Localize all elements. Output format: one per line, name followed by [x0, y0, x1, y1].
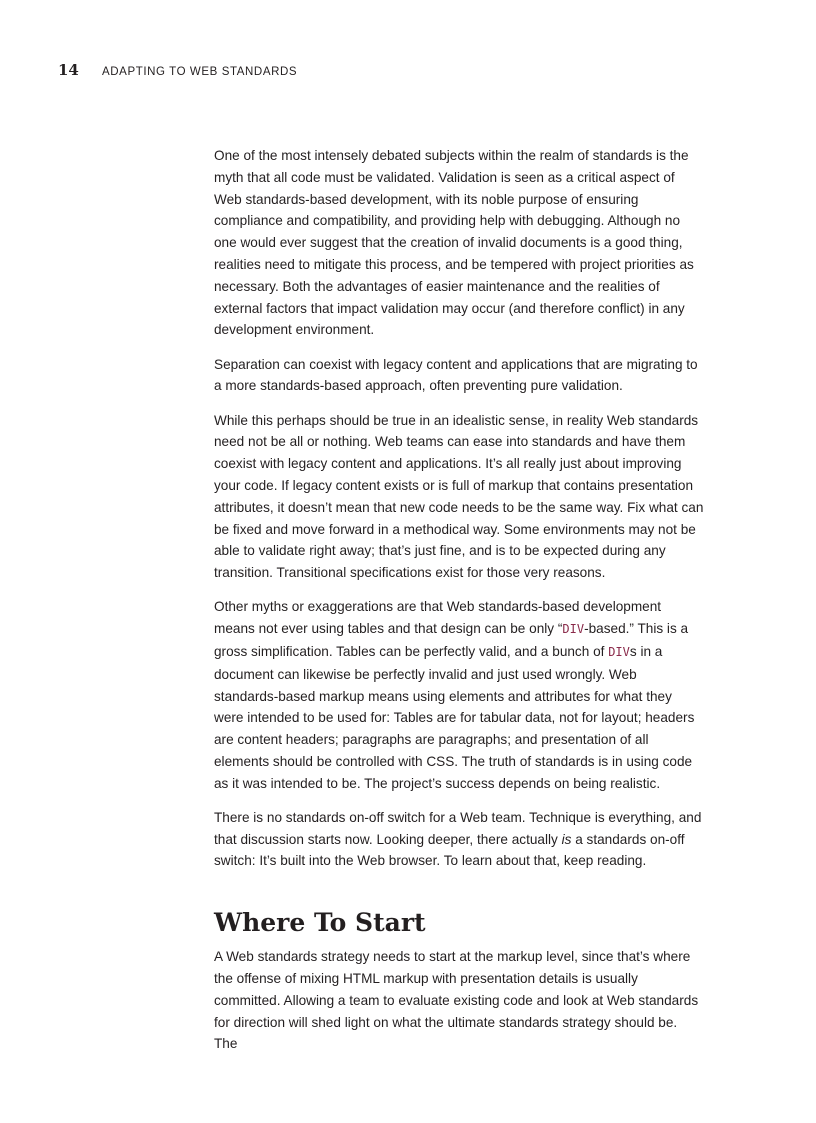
text-segment: Other myths or exaggerations are that Web standards-based development means not ever using tables and that design can be only “ — [214, 599, 662, 637]
page-number: 14 — [58, 61, 79, 79]
paragraph-on-off-switch — [214, 807, 704, 872]
running-head — [58, 61, 297, 81]
text-segment: -based.” This is a gross simplification. Tables can be perfectly valid, and a bunch of — [214, 621, 689, 659]
chapter-title: ADAPTING TO WEB STANDARDS — [102, 66, 298, 78]
body-text — [214, 145, 704, 1068]
code-div: DIV — [562, 622, 585, 637]
text-segment: a standards on-off switch: It’s built into the Web browser. To learn about that, keep reading. — [214, 831, 685, 869]
section-heading: Where To Start — [214, 908, 426, 938]
text-segment: There is no standards on-off switch for a Web team. Technique is everything, and that discussion starts now. Looking deeper, there actually — [214, 809, 702, 847]
text-segment: s in a document can likewise be perfectly invalid and just used wrongly. Web standards-based markup means using elements and attributes for what they were intended to be used for: Tables are for tabular data, not for layout; headers are content headers; paragraphs are paragraphs; and presentation of all elements should be controlled with CSS. The truth of standards is in using code as it was intended to be. The project’s success depends on being realistic. — [214, 643, 695, 791]
paragraph-separation: Separation can coexist with legacy content and applications that are migrating to a more standards-based approach, often preventing pure validation. — [214, 356, 698, 394]
paragraph-validation-myth: One of the most intensely debated subjects within the realm of standards is the myth that all code must be validated. Validation is seen as a critical aspect of Web standards-based development, with its noble purpose of ensuring compliance and compatibility, and providing help with debugging. Although no one would ever suggest that the creation of invalid documents is a good thing, realities need to mitigate this process, and be tempered with project priorities as necessary. Both the advantages of easier maintenance and the realities of external factors that impact validation may occur (and therefore conflict) in any development environment. — [214, 148, 694, 338]
paragraph-where-to-start: A Web standards strategy needs to start at the markup level, since that’s where the offense of mixing HTML markup with presentation details is usually committed. Allowing a team to evaluate existing code and look at Web standards for direction will shed light on what the ultimate standards strategy should be. The — [214, 949, 699, 1052]
emphasis: is — [561, 831, 572, 847]
paragraph-tables-myth — [214, 596, 704, 794]
paragraph-idealistic-sense: While this perhaps should be true in an idealistic sense, in reality Web standards need not be all or nothing. Web teams can ease into standards and have them coexist with legacy content and applications. It’s all really just about improving your code. If legacy content exists or is full of markup that contains presentation attributes, it doesn’t mean that new code needs to be the same way. Fix what can be fixed and move forward in a methodical way. Some environments may not be able to validate right away; that’s just fine, and is to be expected during any transition. Transitional specifications exist for those very reasons. — [214, 412, 704, 581]
code-div: DIV — [608, 644, 630, 659]
